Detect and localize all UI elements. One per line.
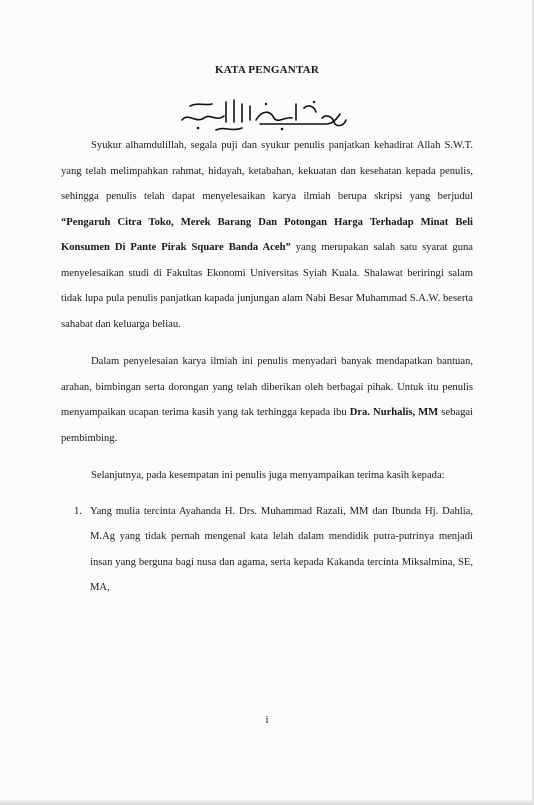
paragraph-text: Dalam penyelesaian karya ilmiah ini penulis menyadari banyak mendapatkan bantuan, arahan, bimbingan serta dorongan yang telah diberikan oleh berbagai pihak. Untuk itu penulis menyampaikan ucapan terima kasih yang tak terhingga kepada ibu	[61, 356, 473, 418]
basmala-calligraphy	[176, 94, 350, 136]
paragraph-text: sebagai pembimbing.	[61, 407, 474, 444]
paragraph-text: yang merupakan salah satu syarat guna menyelesaikan studi di Fakultas Ekonomi Universitas Syiah Kuala. Shalawat beriringi salam tidak lupa pula penulis panjatkan kapada junjungan alam Nabi Besar Muhammad S.A.W. beserta sahabat dan keluarga beliau.	[61, 242, 473, 330]
paragraph-opening	[61, 133, 473, 337]
body-text	[61, 133, 473, 601]
paragraph-acknowledgement	[61, 349, 473, 451]
thanks-list	[61, 499, 473, 601]
supervisor-name: Dra. Nurhalis, MM	[349, 407, 439, 418]
page-bottom-edge	[0, 799, 534, 805]
list-item	[61, 499, 473, 601]
page-title: KATA PENGANTAR	[215, 64, 319, 76]
list-number: 1.	[74, 505, 82, 517]
list-item-text: Yang mulia tercinta Ayahanda H. Drs. Muhammad Razali, MM dan Ibunda Hj. Dahlia, M.Ag yang tidak pernah mengenal kata lelah dalam mendidik putra-putrinya menjadi insan yang berguna bagi nusa dan agama, serta kepada Kakanda tercinta Miksalmina, SE, MA,	[90, 505, 473, 593]
thesis-title: “Pengaruh Citra Toko, Merek Barang Dan Potongan Harga Terhadap Minat Beli Konsumen Di Pante Pirak Square Banda Aceh”	[61, 216, 473, 253]
page-number: i	[265, 714, 269, 726]
paragraph-thanks: Selanjutnya, pada kesempatan ini penulis juga menyampaikan terima kasih kepada:	[91, 470, 445, 481]
paragraph-text: Syukur alhamdulillah, segala puji dan syukur penulis panjatkan kehadirat Allah S.W.T. yang telah melimpahkan rahmat, hidayah, ketabahan, kekuatan dan kesehatan kepada penulis, sehingga penulis telah dapat menyelesaikan karya ilmiah berupa skripsi yang berjudul	[61, 140, 473, 202]
